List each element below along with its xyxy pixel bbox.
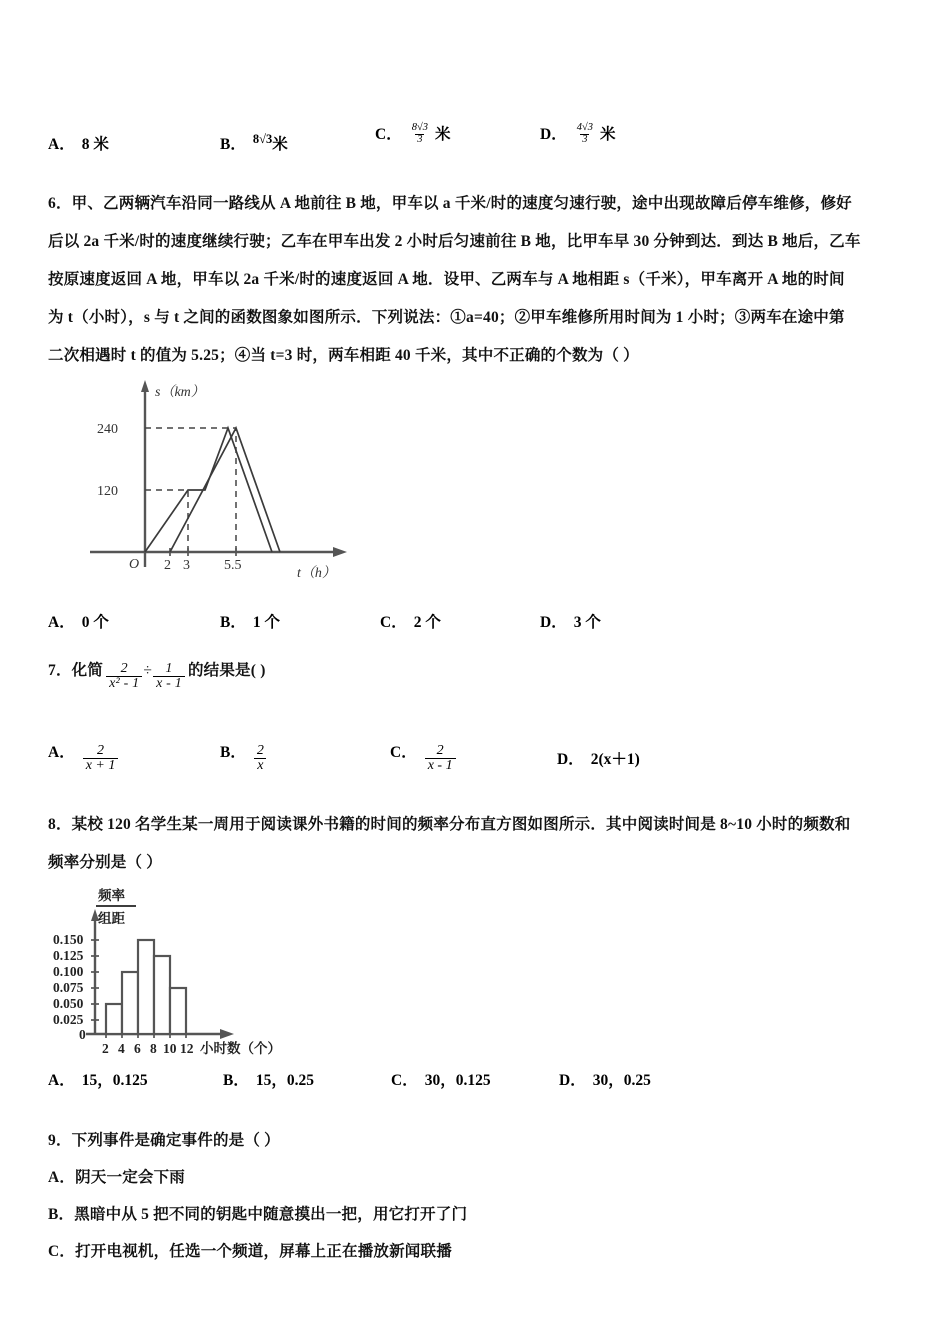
- q9-option-a-text: 阴天一定会下雨: [75, 1169, 185, 1186]
- q7-option-c-label: C．: [390, 744, 417, 761]
- q9-option-b-text: 黑暗中从 5 把不同的钥匙中随意摸出一把，用它打开了门: [74, 1206, 468, 1223]
- q5-option-c-unit: 米: [434, 126, 451, 143]
- x-axis-arrow: [220, 1029, 234, 1039]
- x-tick-label-2: 2: [102, 1041, 109, 1056]
- q7-divide-sign: ÷: [143, 662, 153, 679]
- q8-histogram-svg: [48, 882, 368, 1060]
- q7-option-b-numerator: 2: [256, 742, 264, 758]
- q5-option-c: [375, 122, 540, 154]
- q6-text-1: 甲、乙两辆汽车沿同一路线从 A 地前往 B 地，甲车以 a 千米/时的速度匀速行驶，途中出现故障后停车维修，修好: [71, 195, 852, 212]
- q5-option-c-numerator: 8√3: [411, 122, 428, 134]
- q5-option-d: [540, 122, 615, 154]
- q5-option-a: [48, 132, 220, 154]
- q6-line-5: 二次相遇时 t 的值为 5.25；④当 t=3 时，两车相距 40 千米，其中不正确的个数为（ ）: [48, 347, 639, 364]
- x-tick-label-4: 4: [118, 1041, 125, 1056]
- q9-option-a: [48, 1159, 748, 1196]
- q5-option-c-denominator: 3: [417, 133, 423, 145]
- q5-option-b-label: B．: [220, 136, 246, 154]
- q5-option-d-label: D．: [540, 126, 567, 143]
- q5-option-c-fraction: [410, 123, 430, 145]
- question-7-stem: [48, 662, 748, 695]
- q7-fraction-2-numerator: 1: [165, 660, 173, 676]
- hist-bar-4-6: [122, 972, 138, 1034]
- q8-option-c-label: C．: [391, 1072, 418, 1089]
- q6-option-a-label: A．: [48, 614, 75, 631]
- y-axis-label: s（km）: [155, 385, 205, 400]
- q7-option-a-numerator: 2: [97, 742, 105, 758]
- q7-prefix: 化简: [71, 662, 104, 679]
- q7-option-c: [390, 740, 557, 777]
- q7-option-b: [220, 740, 390, 777]
- y-axis-label-denominator: 组距: [98, 911, 125, 926]
- q6-line-4: 为 t（小时），s 与 t 之间的函数图象如图所示．下列说法：①a=40；②甲车维修所用时间为 1 小时；③两车在途中第: [48, 309, 845, 326]
- x-tick-label-10: 10: [163, 1041, 177, 1056]
- q6-distance-time-graph: [45, 372, 375, 587]
- q5-option-d-unit: 米: [599, 126, 616, 143]
- q7-fraction-2: [153, 662, 185, 692]
- y-axis-arrow: [141, 380, 149, 392]
- q7-fraction-2-denominator: x - 1: [153, 676, 185, 691]
- q5-option-b: [220, 132, 375, 154]
- q7-option-c-numerator: 2: [436, 742, 444, 758]
- hist-bar-8-10: [154, 956, 170, 1034]
- q7-option-d-text: 2(x＋1): [590, 751, 640, 769]
- q8-frequency-histogram: [48, 882, 368, 1060]
- q7-fraction-1-numerator: 2: [120, 660, 128, 676]
- q8-option-a-label: A．: [48, 1072, 75, 1089]
- hist-bar-6-8: [138, 940, 154, 1034]
- q6-line-3: 按原速度返回 A 地，甲车以 2a 千米/时的速度返回 A 地．设甲、乙两车与 A 地相距 s（千米），甲车离开 A 地的时间: [48, 271, 845, 288]
- q8-option-b: [223, 1068, 391, 1090]
- series-car-a: [145, 428, 272, 552]
- q9-option-b-label: B．: [48, 1206, 75, 1223]
- q8-option-d-text: 30，0.25: [592, 1072, 651, 1089]
- q6-option-c-text: 2 个: [413, 614, 441, 631]
- q9-option-b: [48, 1196, 748, 1233]
- y-tick-label-0150: 0.150: [53, 932, 84, 947]
- q5-option-a-label: A．: [48, 136, 75, 154]
- x-tick-label-55: 5.5: [224, 558, 242, 573]
- y-axis-label-numerator: 频率: [98, 888, 125, 903]
- q5-option-b-unit: 米: [272, 136, 288, 154]
- q6-option-c: [380, 610, 540, 632]
- q6-option-b: [220, 610, 380, 632]
- y-tick-label-0025: 0.025: [53, 1012, 84, 1027]
- hist-bar-10-12: [170, 988, 186, 1034]
- x-tick-label-12: 12: [180, 1041, 194, 1056]
- q8-option-a: [48, 1068, 223, 1090]
- q8-text-1: 某校 120 名学生某一周用于阅读课外书籍的时间的频率分布直方图如图所示．其中阅读时间是 8~10 小时的频数和: [71, 816, 851, 833]
- q7-fraction-1-denominator: x² - 1: [106, 676, 142, 691]
- x-tick-label-2: 2: [164, 558, 171, 573]
- q6-number: 6．: [48, 195, 72, 212]
- x-axis-arrow: [333, 547, 347, 557]
- q8-option-b-label: B．: [223, 1072, 249, 1089]
- q7-option-c-denominator: x - 1: [425, 758, 456, 773]
- origin-label: O: [129, 557, 140, 572]
- q6-line-2: 后以 2a 千米/时的速度继续行驶；乙车在甲车出发 2 小时后匀速前往 B 地，比甲车早 30 分钟到达．到达 B 地后，乙车: [48, 233, 861, 250]
- q7-option-a-denominator: x + 1: [83, 758, 119, 773]
- q7-option-a-fraction: [83, 744, 119, 774]
- q5-option-d-numerator: 4√3: [576, 122, 593, 134]
- q6-option-d-text: 3 个: [573, 614, 601, 631]
- x-tick-label-3: 3: [183, 558, 190, 573]
- q8-number: 8．: [48, 816, 72, 833]
- q6-option-b-text: 1 个: [252, 614, 280, 631]
- q8-option-d: [559, 1068, 651, 1090]
- q7-number: 7．: [48, 662, 72, 679]
- q8-option-c: [391, 1068, 559, 1090]
- x-tick-label-8: 8: [150, 1041, 157, 1056]
- question-6-stem: [48, 185, 914, 375]
- q9-option-c-text: 打开电视机，任选一个频道，屏幕上正在播放新闻联播: [75, 1243, 452, 1260]
- y-tick-label-0075: 0.075: [53, 980, 84, 995]
- q6-option-c-label: C．: [380, 614, 407, 631]
- q7-line: [48, 662, 748, 695]
- q5-option-c-label: C．: [375, 126, 402, 143]
- q7-option-b-fraction: [254, 744, 267, 774]
- y-tick-120: 120: [97, 484, 118, 499]
- q5-option-a-text: 8 米: [81, 136, 109, 154]
- question-9: [48, 1122, 748, 1270]
- q9-stem: [48, 1122, 748, 1159]
- y-tick-label-0100: 0.100: [53, 964, 84, 979]
- q7-option-b-label: B．: [220, 744, 246, 761]
- q7-option-d: [557, 747, 640, 769]
- q8-option-b-text: 15，0.25: [255, 1072, 314, 1089]
- hist-bar-2-4: [106, 1004, 122, 1034]
- y-tick-240: 240: [97, 422, 118, 437]
- q8-option-a-text: 15，0.125: [81, 1072, 148, 1089]
- q6-option-d-label: D．: [540, 614, 567, 631]
- q7-option-a: [48, 740, 220, 777]
- x-tick-label-6: 6: [134, 1041, 141, 1056]
- q8-option-c-text: 30，0.125: [424, 1072, 491, 1089]
- q6-option-a: [48, 610, 220, 632]
- q5-option-b-radical: 8√3: [252, 132, 273, 147]
- q6-options-row: [48, 610, 668, 632]
- q7-option-d-label: D．: [557, 751, 584, 769]
- q6-option-b-label: B．: [220, 614, 246, 631]
- x-axis-label: 小时数（个）: [200, 1041, 281, 1056]
- q5-option-d-denominator: 3: [582, 133, 588, 145]
- q6-option-d: [540, 610, 601, 632]
- q7-options-row: [48, 740, 688, 777]
- q9-number: 9．: [48, 1132, 72, 1149]
- q5-options-row: [48, 122, 688, 154]
- q8-line-1: [48, 806, 928, 844]
- y-tick-label-0: 0: [79, 1027, 86, 1042]
- y-tick-label-0050: 0.050: [53, 996, 84, 1011]
- q9-option-c-label: C．: [48, 1243, 76, 1260]
- q8-options-row: [48, 1068, 688, 1090]
- q7-suffix: 的结果是( ): [187, 662, 266, 679]
- q6-line-1: [48, 185, 914, 223]
- x-axis-label: t（h）: [297, 566, 336, 581]
- q9-option-a-label: A．: [48, 1169, 76, 1186]
- q7-option-c-fraction: [425, 744, 456, 774]
- y-tick-label-0125: 0.125: [53, 948, 84, 963]
- q6-graph-svg: [45, 372, 375, 587]
- q5-option-d-fraction: [575, 123, 595, 145]
- q8-option-d-label: D．: [559, 1072, 586, 1089]
- q7-option-b-denominator: x: [254, 758, 266, 773]
- q9-option-c: [48, 1233, 748, 1270]
- series-car-b: [170, 428, 280, 552]
- q8-line-2: 频率分别是（ ）: [48, 854, 162, 871]
- q7-fraction-1: [106, 662, 142, 692]
- q6-option-a-text: 0 个: [81, 614, 109, 631]
- q9-stem-text: 下列事件是确定事件的是（ ）: [71, 1132, 280, 1149]
- q7-option-a-label: A．: [48, 744, 75, 761]
- question-8-stem: [48, 806, 928, 882]
